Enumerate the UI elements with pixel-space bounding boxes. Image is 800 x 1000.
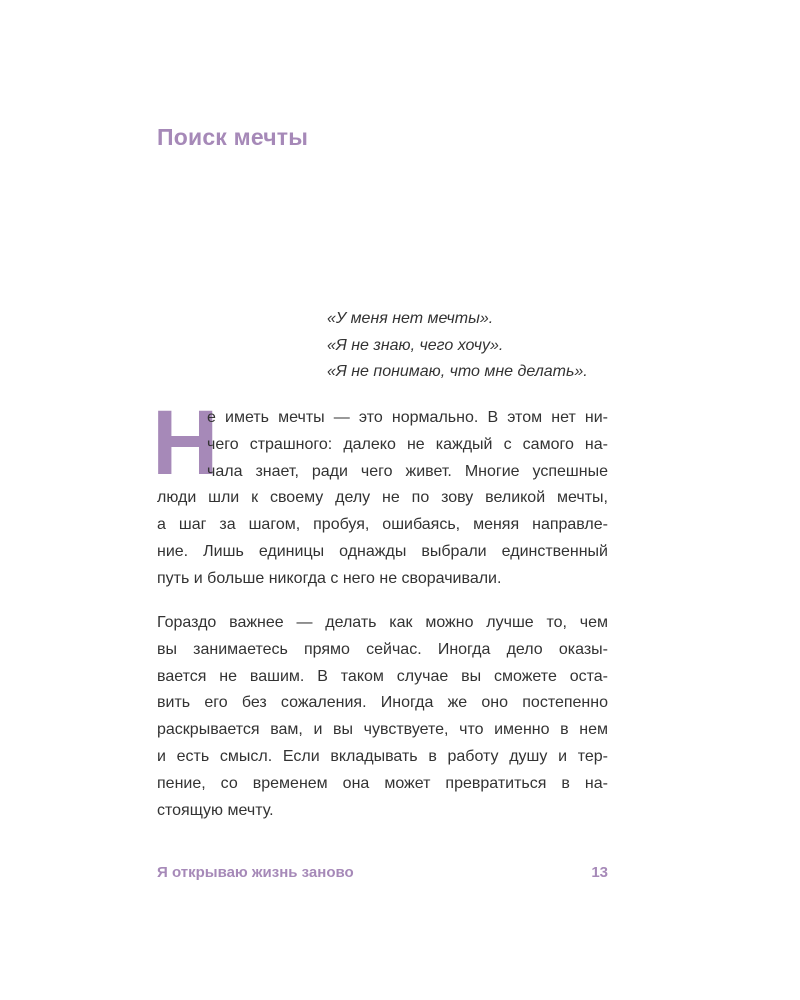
paragraph-line: люди шли к своему делу не по зову великой мечты, <box>157 489 608 507</box>
paragraph-line: и есть смысл. Если вкладывать в работу душу и тер- <box>157 747 608 765</box>
paragraph-line: чего страшного: далеко не каждый с самого на- <box>207 435 608 453</box>
epigraph-line: «Я не знаю, чего хочу». <box>327 336 504 354</box>
paragraph-1 <box>157 405 608 593</box>
page-number: 13 <box>591 864 608 881</box>
page-title: Поиск мечты <box>157 124 309 150</box>
paragraph-2 <box>157 610 608 824</box>
paragraph-line: Гораздо важнее — делать как можно лучше то, чем <box>157 614 608 631</box>
epigraph <box>327 306 627 386</box>
paragraph-line: вы занимаетесь прямо сейчас. Иногда дело оказы- <box>157 640 608 658</box>
epigraph-line: «У меня нет мечты». <box>327 310 494 327</box>
footer-book-title: Я открываю жизнь заново <box>157 864 354 881</box>
paragraph-line: путь и больше никогда с него не сворачивали. <box>157 569 502 587</box>
paragraph-line: а шаг за шагом, пробуя, ошибаясь, меняя направле- <box>157 516 608 534</box>
paragraph-line: е иметь мечты — это нормально. В этом нет ни- <box>207 409 608 426</box>
paragraph-line: чала знает, ради чего живет. Многие успешные <box>207 462 608 480</box>
paragraph-line: вается не вашим. В таком случае вы сможете оста- <box>157 667 608 685</box>
paragraph-line: ние. Лишь единицы однажды выбрали единственный <box>157 542 608 560</box>
paragraph-line: стоящую мечту. <box>157 801 274 819</box>
epigraph-line: «Я не понимаю, что мне делать». <box>327 363 588 380</box>
paragraph-line: вить его без сожаления. Иногда же оно постепенно <box>157 694 608 712</box>
paragraph-line: пение, со временем она может превратиться в на- <box>157 774 608 792</box>
paragraph-line: раскрывается вам, и вы чувствуете, что именно в нем <box>157 721 608 739</box>
drop-cap: Н <box>152 392 219 494</box>
